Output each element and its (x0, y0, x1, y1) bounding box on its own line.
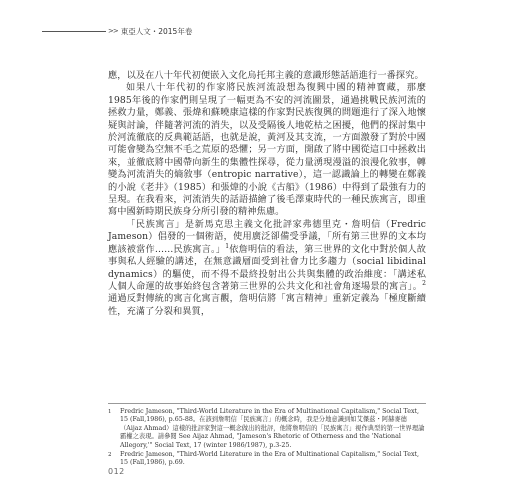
footnote-text: Fredric Jameson, "Third-World Literature in the Era of Multinational Capitalism," Social Text, 15 (Fall,1986), p.69. (120, 451, 420, 467)
paragraph-text-part: 依詹明信的看法，第三世界的文化中對於個人故事與私人經驗的講述，在無意識層面受到社會力比多趨力（social libidinal dynamics）的驅使，而不得不最終投射出公共與集體的政治維度：「講述私人個人命運的故事始終包含著第三世界的公共文化和社會角逐場景的寓言」。 (108, 243, 427, 292)
footnote-number: 1 (108, 409, 112, 415)
paragraph-text-part: 通過反對傳統的寓言化寓言觀，詹明信將「寓言精神」重新定義為「極度斷續性，充滿了分裂和異質， (108, 293, 426, 317)
journal-title: 東亞人文・2015年卷 (120, 26, 193, 36)
footnote-ref[interactable]: 2 (422, 279, 426, 287)
page-number: 012 (108, 467, 125, 476)
paragraph-river-discourse: 如果八十年代初的作家將民族河流設想為復興中國的精神寶藏，那麼1985年後的作家們則呈現了一幅更為不安的河流圖景，通過挑戰民族河流的拯救力量，鄭義、張煒和蘇曉康這樣的作家對民族復興的問題進行了深入地懷疑與討論，伴隨著河流的消失，以及受隔後人地乾枯之困擾，他們的探討集中於河流徹底的反典範話語，也就是說，黃河及其支流，一方面激發了對於中國可能會變為空無不毛之荒原的恐懼；另一方面，開啟了將中國從這口中拯救出來，並徹底將中國帶向新生的集體性探尋，從力量湧現漫溢的浪漫化敘事，轉變為河流消失的熵敘事（entropic narrative），這一認識論上的轉變在鄭義的小說《老井》（1985）和張煒的小說《古船》（1986）中得到了最強有力的呈現。在我看來，河流消失的話語描繪了後毛澤東時代的一種民族寓言，即重寫中國新時期民族身分所引發的精神焦慮。 (108, 82, 426, 218)
header-rule (42, 31, 106, 32)
header-arrows: >> (108, 27, 118, 35)
paragraph-national-allegory (108, 219, 426, 318)
paragraph-text-part: 「民族寓言」是新馬克思主義文化批評家弗德里克・詹明信（Fredric Jameson）倡發的一個術語，使用廣泛卻備受爭議，「所有第三世界的文本均應該被當作……民族寓言。」 (108, 218, 426, 255)
footnote (108, 408, 426, 450)
body-text (108, 70, 426, 318)
footnote-ref[interactable]: 1 (225, 242, 230, 250)
footnote-number: 2 (108, 452, 112, 459)
paragraph-continued: 應，以及在八十年代初便嵌入文化烏托邦主義的意識形態話語進行一番探究。 (108, 70, 424, 81)
footnotes (108, 408, 426, 469)
running-header (42, 24, 482, 38)
footnote-divider (108, 403, 426, 404)
footnote-text: Fredric Jameson, "Third-World Literature in the Era of Multinational Capitalism," Social Text, 15 (Fall,1986), p.65-88。在該到詹明信「民族寓言」的概念時，我是分地意識到如艾傑茲・阿赫麥德（Aijaz Ahmad）這樣的批評家對這一概念做出的批評，他將詹明信的「民族寓言」視作典型的第一世界理論霸權之表現。請參閱 See Aijaz Ahmad, "Jameson's Rhetoric of Otherness and the 'National Allegory,'" Social Text, 17 (winter 1986/1987), p.3-25. (120, 408, 425, 449)
footnote (108, 451, 426, 468)
